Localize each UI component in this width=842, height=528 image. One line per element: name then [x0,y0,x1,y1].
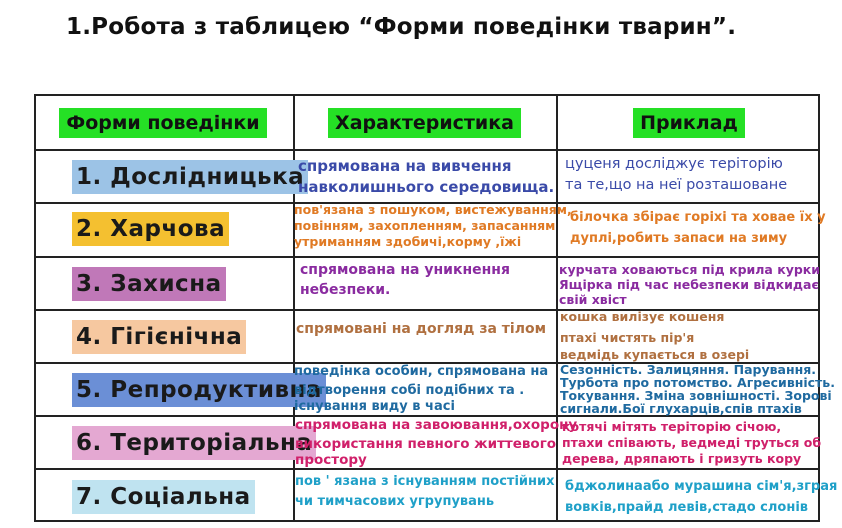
characteristic-territorial: спрямована на завоювання,охорону використання певного життевого простору [295,417,578,468]
example-social: бджолинаабо мурашина сім'я,зграя вовків,прайд левів,стадо слонів [565,479,838,515]
characteristic-exploratory: спрямована на вивчення навколишнього середовища. [298,157,555,196]
row-name-reproductive: 5. Репродуктивна [72,373,326,407]
header-characteristic: Характеристика [328,108,521,138]
behavior-table [34,94,838,522]
page-title: 1.Робота з таблицею “Форми поведінки тварин”. [66,14,737,40]
example-reproductive: Сезонність. Залицяння. Парування. Турбота про потомство. Агресивність. Токування. Зміна зовнішності. Зорові сигнали.Бої глухарців,спів птахів [560,362,835,416]
example-hygienic: кошка вилізує кошеня птахі чистять пір'я ведмідь купається в озері [560,309,750,362]
characteristic-reproductive: поведінка особин, спрямована на відтворення собі подібних та . існування виду в часі [294,364,549,414]
row-name-territorial: 6. Територіальна [72,426,316,460]
row-name-hygienic: 4. Гігієнічна [72,320,246,354]
row-divider [36,149,818,151]
characteristic-feeding: пов'язана з пошуком, вистежуванням, повінням, захопленням, запасанням утриманням здобичі,корму ,їжі [294,202,572,249]
row-name-social: 7. Соціальна [72,480,255,514]
row-name-exploratory: 1. Дослідницька [72,160,308,194]
example-exploratory: цуценя досліджує теріторію та те,що на неї розташоване [565,156,788,193]
row-name-protective: 3. Захисна [72,267,226,301]
row-name-feeding: 2. Харчова [72,212,229,246]
example-feeding: білочка збірає горіхі та ховае їх у дуплі,робить запаси на зиму [570,210,826,246]
row-divider [36,468,818,470]
example-territorial: котячі мітять теріторію січою, птахи співають, ведмеді труться об дерева, дряпають і гризуть кору [562,419,822,466]
row-divider [36,256,818,258]
header-behavior-forms: Форми поведінки [59,108,267,138]
example-protective: курчата ховаються під крила курки Ящірка під час небезпеки відкидає свій хвіст [559,262,821,307]
header-example: Приклад [633,108,745,138]
characteristic-hygienic: спрямовані на догляд за тілом [296,321,547,337]
characteristic-social: пов ' язана з існуванням постійних чи тимчасових угрупувань [295,474,555,509]
characteristic-protective: спрямована на уникнення небезпеки. [300,262,510,298]
